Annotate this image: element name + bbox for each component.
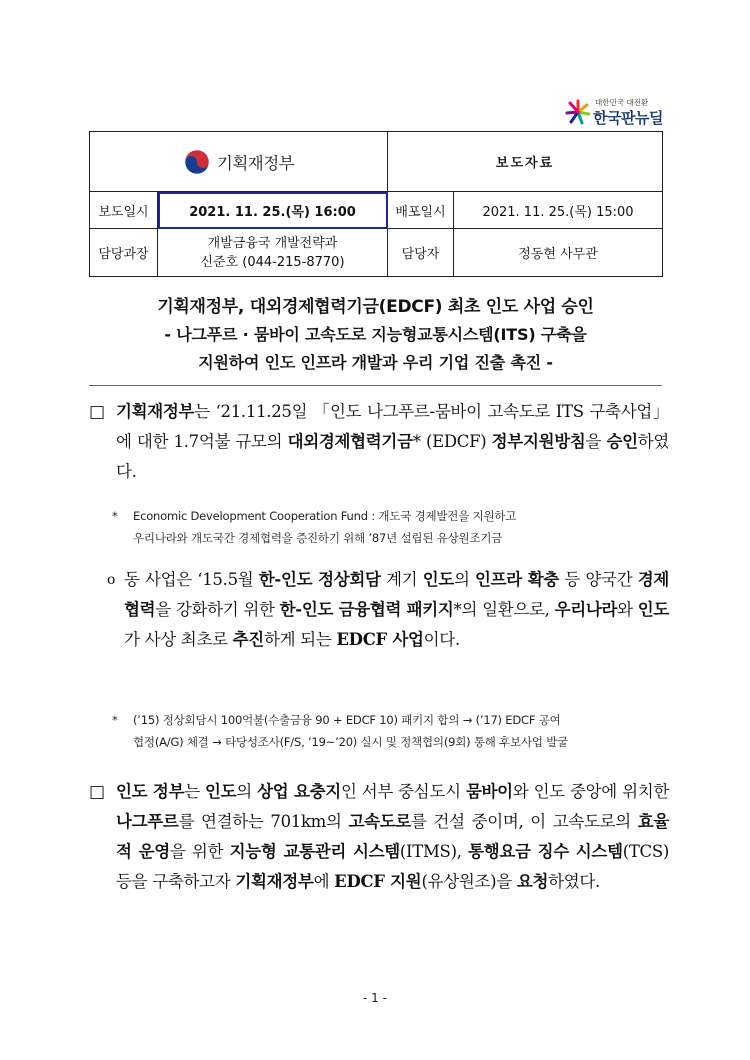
taegeuk-emblem-icon [183,148,211,176]
distribution-datetime: 2021. 11. 25.(목) 15:00 [454,192,663,229]
ministry-logo-cell [90,132,388,192]
dept-label: 담당과장 [90,229,158,277]
brand-tagline: 대한민국 대전환 [595,98,649,107]
section-india-request-text: 인도 정부는 인도의 상업 요충지인 서부 중심도시 뭄바이와 인도 중앙에 위치한 나그푸르를 연결하는 701km의 고속도로를 건설 중이며, 이 고속도로의 효율적 운영을 위한 지능형 교통관리 시스템(ITMS), 통행요금 징수 시스템(TCS) 등을 구축하고자 기획재정부에 EDCF 지원(유상원조)을 요청하였다. [116,782,670,891]
headline-subtitle-line1: - 나그푸르 · 뭄바이 고속도로 지능형교통시스템(ITS) 구축을 [164,325,587,344]
headline [89,292,662,373]
release-datetime: 2021. 11. 25.(목) 16:00 [158,192,388,229]
section-india-request [89,777,669,897]
new-deal-star-icon [565,99,591,125]
square-bullet-icon: □ [89,402,106,422]
section-background-text: 동 사업은 ‘15.5월 한-인도 정상회담 계기 인도의 인프라 확충 등 양국간 경제협력을 강화하기 위한 한-인도 금융협력 패키지*의 일환으로, 우리나라와 인도가 사상 최초로 추진하게 되는 EDCF 사업이다. [124,570,670,649]
footnote-package: * (’15) 정상회담시 100억불(수출금융 90 + EDCF 10) 패키지 합의 → (’17) EDCF 공여 협정(A/G) 체결 → 타당성조사(F/S, ’19~’20) 실시 및 정책협의(9회) 통해 후보사업 발굴 [112,709,667,753]
dept-contact [158,229,388,277]
distribution-label: 배포일시 [388,192,454,229]
footnote-marker: * [112,509,118,523]
new-deal-logo [565,97,677,131]
press-release-header-table [89,131,663,277]
section-background [89,565,669,655]
footnote-marker: * [112,713,118,727]
ministry-name: 기획재정부 [216,153,295,173]
dept-name: 개발금융국 개발전략과 [207,235,338,251]
brand-name: 한국판뉴딜 [593,109,663,127]
edcf-full-name: Economic Development Cooperation Fund [133,509,368,523]
doc-type-title: 보도자료 [388,132,663,192]
square-bullet-icon: □ [89,782,106,802]
release-label: 보도일시 [90,192,158,229]
footnote-edcf: * Economic Development Cooperation Fund : 개도국 경제발전을 지원하고 우리나라와 개도국간 경제협력을 증진하기 위해 ’87년 설립된 유상원조기금 [112,505,667,549]
headline-subtitle-line2: 지원하여 인도 인프라 개발과 우리 기업 진출 촉진 - [198,353,553,372]
headline-divider [89,385,662,386]
headline-title: 기획재정부, 대외경제협력기금(EDCF) 최초 인도 사업 승인 [157,297,594,317]
section-approval-text: 기획재정부는 ‘21.11.25일 「인도 나그푸르-뭄바이 고속도로 ITS 구축사업」에 대한 1.7억불 규모의 대외경제협력기금* (EDCF) 정부지원방침을 승인하였다. [116,402,670,481]
officer-label: 담당자 [388,229,454,277]
officer-name: 정동현 사무관 [454,229,663,277]
page-number: - 1 - [363,991,387,1005]
circle-bullet-icon: o [107,572,116,588]
section-approval [89,397,669,487]
dept-manager-phone: 신준호 (044-215-8770) [200,254,345,270]
